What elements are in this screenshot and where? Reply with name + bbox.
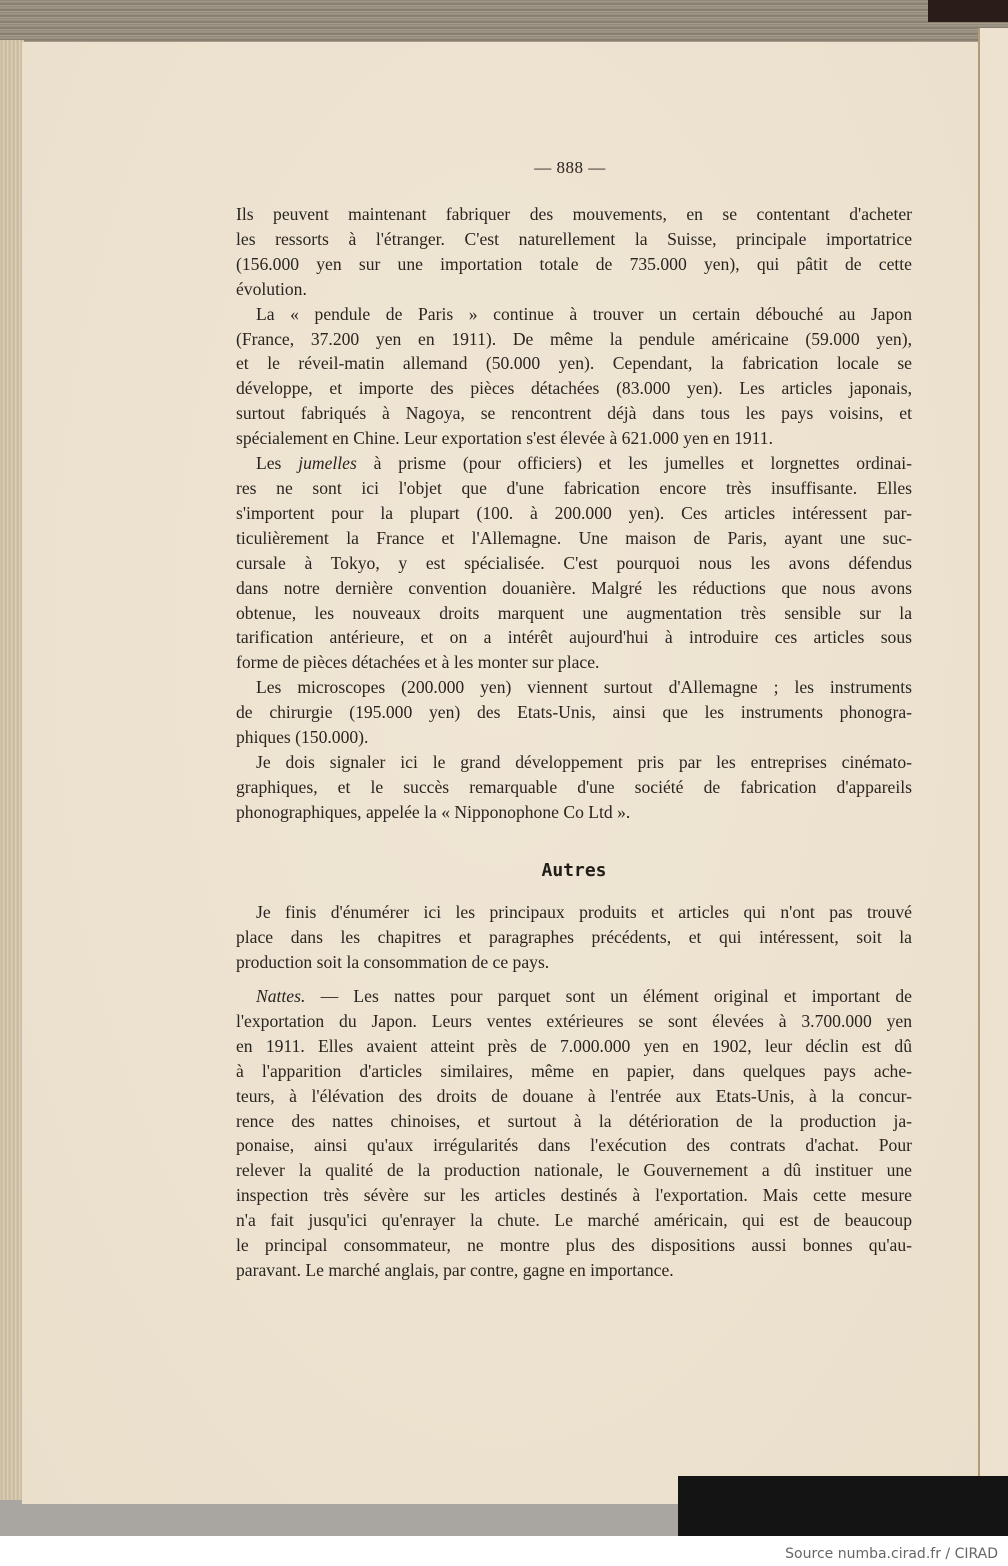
italic-term: jumelles (298, 453, 357, 474)
page-number: — 888 — (534, 158, 606, 177)
dark-background (678, 1476, 1008, 1536)
text-line: en 1911. Elles avaient atteint près de 7.000.000 yen en 1902, leur déclin est dû (236, 1035, 912, 1056)
text-line: s'importent pour la plupart (100. à 200.000 yen). Ces articles intéressent par- (236, 502, 912, 523)
body-text-nattes (236, 984, 912, 1283)
text-line (236, 451, 912, 476)
text-fragment: à prisme (pour officiers) et les jumelles et lorgnettes ordinai- (356, 453, 912, 474)
text-line: forme de pièces détachées et à les monter sur place. (236, 652, 600, 673)
page-stack-left-edge (0, 40, 24, 1500)
text-line: spécialement en Chine. Leur exportation s'est élevée à 621.000 yen en 1911. (236, 428, 773, 449)
page-stack-top-edge (0, 0, 1008, 42)
text-line: obtenue, les nouveaux droits marquent une augmentation très sensible sur la (236, 602, 912, 623)
text-line: dans notre dernière convention douanière. Malgré les réductions que nous avons (236, 577, 912, 598)
text-line: place dans les chapitres et paragraphes précédents, et qui intéressent, soit la (236, 926, 912, 947)
text-line: production soit la consommation de ce pays. (236, 951, 550, 972)
text-line (236, 984, 912, 1009)
paragraph (236, 900, 912, 975)
text-line: l'exportation du Japon. Leurs ventes extérieures se sont élevées à 3.700.000 yen (236, 1010, 912, 1031)
text-line: res ne sont ici l'objet que d'une fabrication encore très insuffisante. Elles (236, 477, 912, 498)
text-line: relever la qualité de la production nationale, le Gouvernement a dû instituer une (236, 1160, 912, 1181)
binding-corner (928, 0, 1008, 22)
text-line: tarification antérieure, et on a intérêt aujourd'hui à introduire ces articles sous (236, 627, 912, 648)
paragraph (236, 302, 912, 451)
text-line: le principal consommateur, ne montre plus des dispositions aussi bonnes qu'au- (236, 1235, 912, 1256)
italic-term: Nattes. (256, 986, 306, 1006)
paragraph (236, 451, 912, 675)
text-line: et le réveil-matin allemand (50.000 yen). Cependant, la fabrication locale se (236, 353, 912, 374)
text-fragment: — Les nattes pour parquet sont un élément original et important de (305, 986, 912, 1006)
text-line: développe, et importe des pièces détachées (83.000 yen). Les articles japonais, (236, 378, 912, 399)
text-line: rence des nattes chinoises, et surtout à la détérioration de la production ja- (236, 1110, 912, 1131)
paragraph (236, 202, 912, 302)
paragraph (236, 675, 912, 750)
body-text-autres-intro (236, 900, 912, 975)
text-line: Les microscopes (200.000 yen) viennent surtout d'Allemagne ; les instruments (256, 677, 912, 698)
text-line: graphiques, et le succès remarquable d'une société de fabrication d'appareils (236, 776, 912, 797)
text-line: La « pendule de Paris » continue à trouver un certain débouché au Japon (256, 303, 912, 324)
paragraph (236, 750, 912, 825)
text-line: ponaise, ainsi qu'aux irrégularités dans l'exécution des contrats d'achat. Pour (236, 1135, 912, 1156)
text-line: cursale à Tokyo, y est spécialisée. C'est pourquoi nous les avons défendus (236, 552, 912, 573)
source-credit: Source numba.cirad.fr / CIRAD (785, 1546, 998, 1562)
text-line: paravant. Le marché anglais, par contre, gagne en importance. (236, 1259, 674, 1280)
text-line: évolution. (236, 278, 307, 299)
text-line: (France, 37.200 yen en 1911). De même la pendule américaine (59.000 yen), (236, 328, 912, 349)
text-line: phiques (150.000). (236, 727, 369, 748)
text-line: n'a fait jusqu'ici qu'enrayer la chute. Le marché américain, qui est de beaucoup (236, 1210, 912, 1231)
text-line: Ils peuvent maintenant fabriquer des mouvements, en se contentant d'acheter (236, 204, 912, 224)
body-text-top (236, 202, 912, 825)
text-line: les ressorts à l'étranger. C'est naturellement la Suisse, principale importatrice (236, 228, 912, 249)
paragraph (236, 984, 912, 1283)
text-line: inspection très sévère sur les articles destinés à l'exportation. Mais cette mesure (236, 1185, 912, 1206)
text-line: teurs, à l'élévation des droits de douane à l'entrée aux Etats-Unis, à la concur- (236, 1085, 912, 1106)
text-line: à l'apparition d'articles similaires, même en papier, dans quelques pays ache- (236, 1060, 912, 1081)
text-fragment: Les (256, 453, 299, 474)
text-line: (156.000 yen sur une importation totale de 735.000 yen), qui pâtit de cette (236, 253, 912, 274)
text-line: Je finis d'énumérer ici les principaux produits et articles qui n'ont pas trouvé (256, 902, 912, 922)
text-line: Je dois signaler ici le grand développement pris par les entreprises cinémato- (256, 751, 912, 772)
gutter-fold (978, 28, 1008, 1498)
text-line: de chirurgie (195.000 yen) des Etats-Unis, ainsi que les instruments phonogra- (236, 702, 912, 723)
text-line: ticulièrement la France et l'Allemagne. Une maison de Paris, ayant une suc- (236, 527, 912, 548)
text-line: phonographiques, appelée la « Nipponophone Co Ltd ». (236, 801, 631, 822)
text-line: surtout fabriqués à Nagoya, se rencontrent déjà dans tous les pays voisins, et (236, 403, 912, 424)
section-heading: Autres (541, 860, 607, 881)
